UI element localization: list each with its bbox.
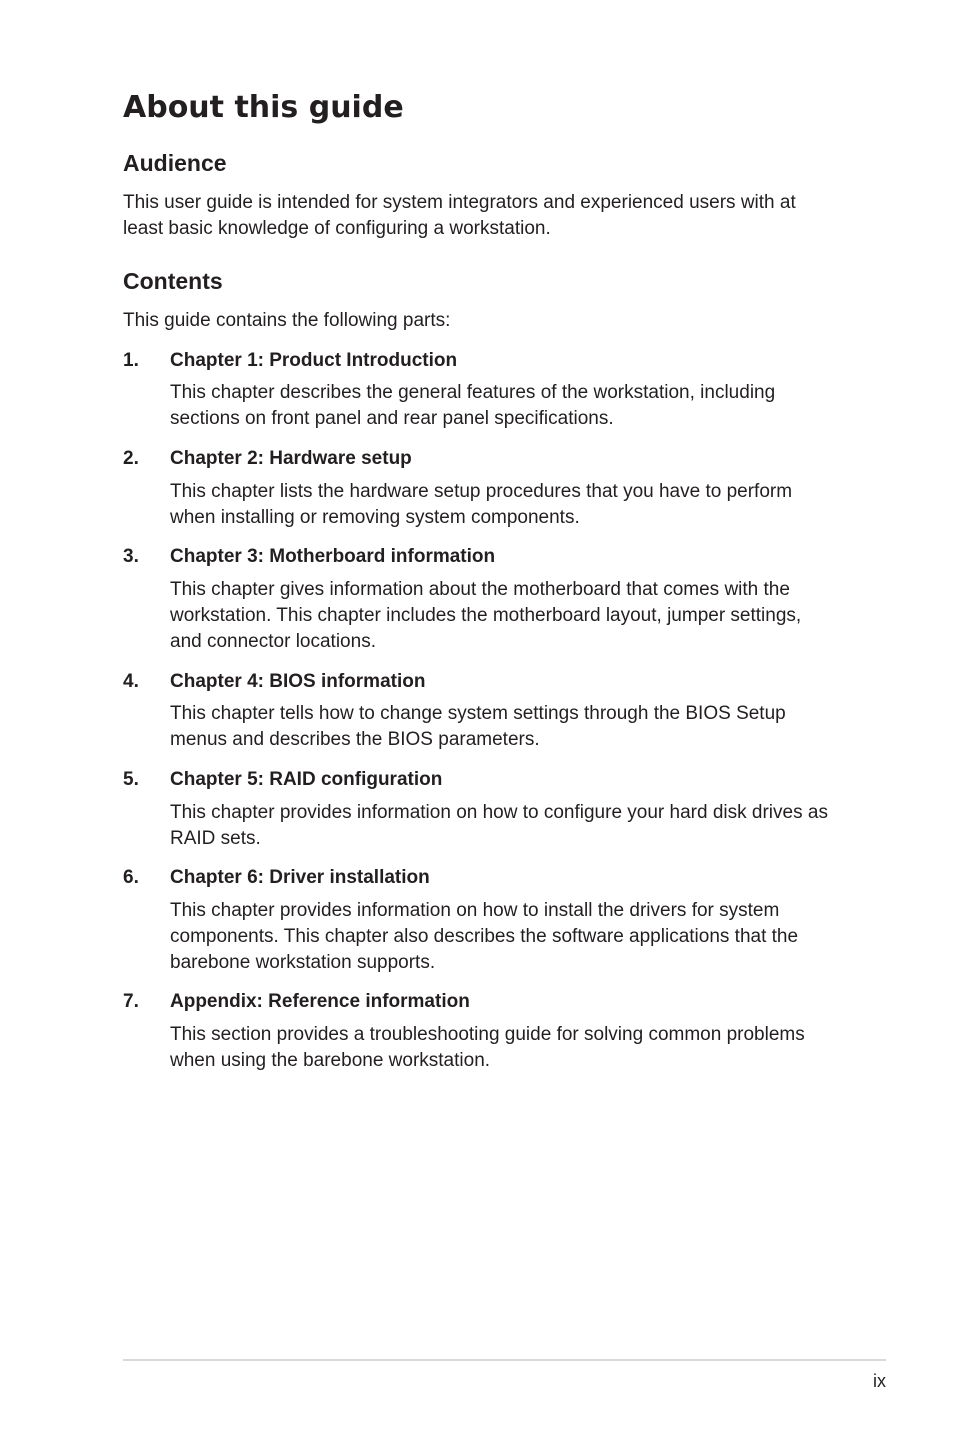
audience-text: This user guide is intended for system integrators and experienced users with at least basic knowledge of configuring a workstation.: [123, 192, 796, 239]
item-description: This chapter tells how to change system settings through the BIOS Setup menus and describes the BIOS parameters.: [170, 703, 786, 750]
item-title: Chapter 4: BIOS information: [170, 671, 426, 692]
item-number: 4.: [123, 671, 139, 692]
item-title: Chapter 3: Motherboard information: [170, 546, 496, 567]
item-description: This chapter provides information on how to configure your hard disk drives as RAID sets.: [170, 802, 828, 849]
item-description: This section provides a troubleshooting guide for solving common problems when using the barebone workstation.: [170, 1024, 805, 1071]
item-number: 5.: [123, 769, 139, 790]
item-number: 3.: [123, 546, 139, 567]
item-number: 7.: [123, 991, 139, 1012]
item-number: 1.: [123, 350, 139, 371]
item-description: This chapter gives information about the motherboard that comes with the workstation. This chapter includes the motherboard layout, jumper settings, and connector locations.: [170, 579, 802, 652]
item-description: This chapter provides information on how to install the drivers for system components. This chapter also describes the software applications that the barebone workstation supports.: [170, 900, 799, 973]
item-description: This chapter lists the hardware setup procedures that you have to perform when installing or removing system components.: [170, 481, 793, 528]
item-description: This chapter describes the general features of the workstation, including sections on front panel and rear panel specifications.: [170, 382, 776, 429]
footer-divider: [123, 1359, 886, 1361]
item-number: 6.: [123, 867, 139, 888]
item-title: Chapter 2: Hardware setup: [170, 448, 412, 469]
item-title: Chapter 6: Driver installation: [170, 867, 430, 888]
item-title: Appendix: Reference information: [170, 991, 470, 1012]
contents-heading: Contents: [123, 268, 223, 294]
page-number: ix: [873, 1371, 886, 1391]
page-title: About this guide: [123, 90, 404, 125]
item-number: 2.: [123, 448, 139, 469]
contents-intro: This guide contains the following parts:: [123, 310, 451, 331]
item-title: Chapter 5: RAID configuration: [170, 769, 443, 790]
item-title: Chapter 1: Product Introduction: [170, 350, 458, 371]
audience-heading: Audience: [123, 150, 227, 176]
